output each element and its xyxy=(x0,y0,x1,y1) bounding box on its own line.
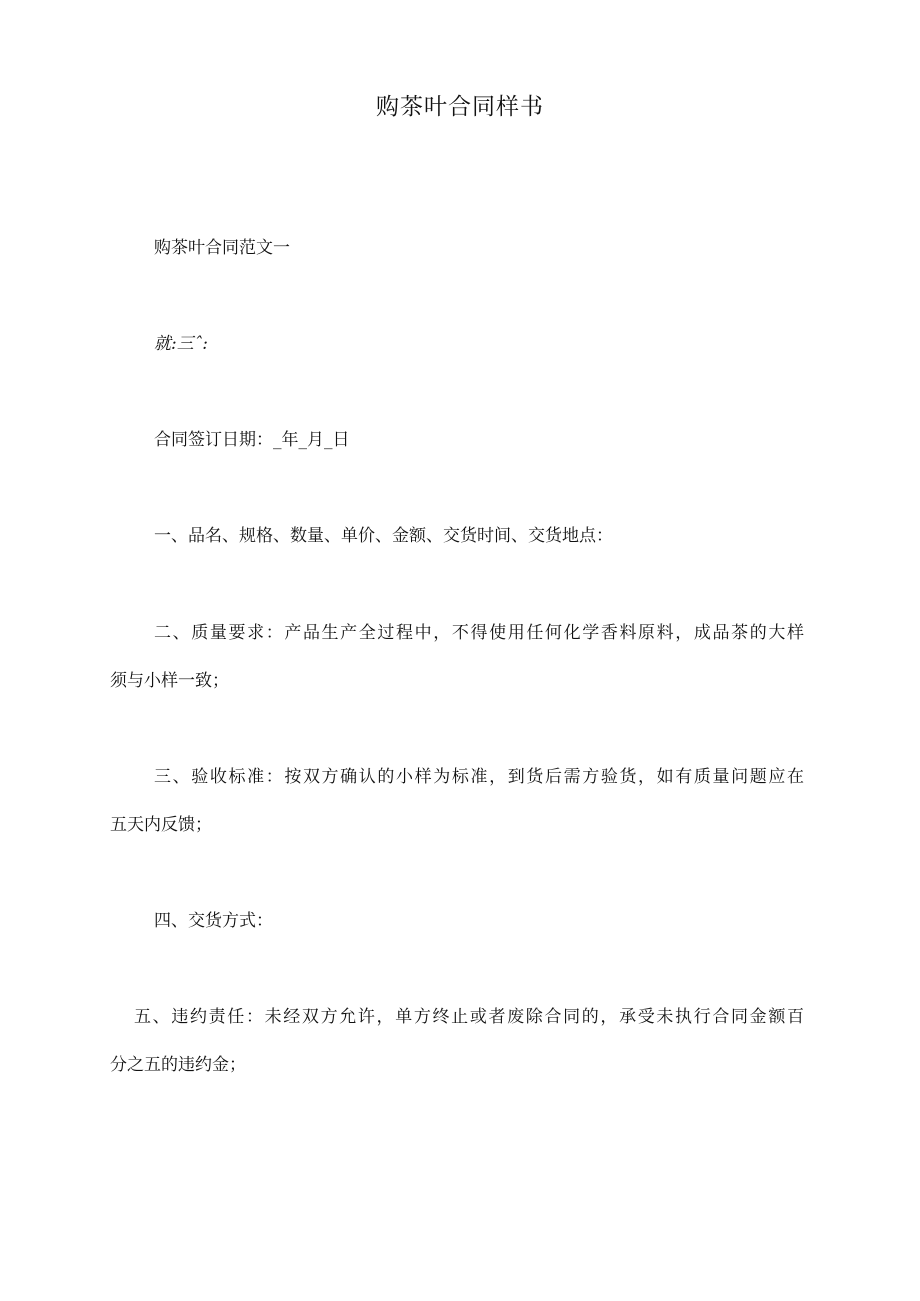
subtitle: 购茶叶合同范文一 xyxy=(154,238,290,258)
clause-3-line-1: 三、验收标准：按双方确认的小样为标准，到货后需方验货，如有质量问题应在 xyxy=(154,767,804,787)
document-title: 购茶叶合同样书 xyxy=(376,94,544,120)
sign-date: 合同签订日期：_年_月_日 xyxy=(154,430,350,450)
clause-5-line-1: 五、违约责任：未经双方允许，单方终止或者废除合同的，承受未执行合同金额百 xyxy=(134,1007,804,1027)
clause-3-line-2: 五天内反馈； xyxy=(110,815,212,835)
clause-5-line-2: 分之五的违约金； xyxy=(110,1055,246,1075)
clause-4: 四、交货方式： xyxy=(154,911,273,931)
clause-1: 一、品名、规格、数量、单价、金额、交货时间、交货地点： xyxy=(154,526,613,546)
garbled-text: 就:三ˆ: xyxy=(154,334,208,354)
clause-2-line-2: 须与小样一致； xyxy=(110,671,229,691)
clause-2-line-1: 二、质量要求：产品生产全过程中，不得使用任何化学香料原料，成品茶的大样 xyxy=(154,623,804,643)
